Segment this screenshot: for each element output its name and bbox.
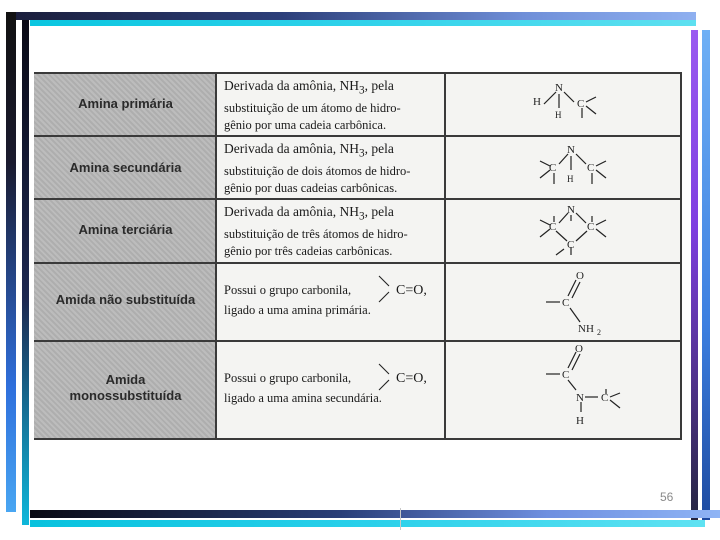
desc-line: Possui o grupo carbonila, — [224, 371, 352, 385]
atom-h: H — [576, 415, 584, 427]
desc-line: gênio por três cadeias carbônicas. — [224, 243, 393, 258]
atom-h: H — [555, 110, 562, 120]
atom-c: C — [587, 162, 595, 174]
atom-n: N — [567, 204, 575, 216]
subscript: 3 — [358, 210, 365, 223]
desc-line: substituição de três átomos de hidro- — [224, 226, 408, 241]
desc-line: ligado a uma amina secundária. — [224, 391, 382, 405]
description-primary-amine — [224, 77, 444, 134]
type-label-monosubstituted-amide — [34, 372, 217, 404]
type-label-line: monossubstituída — [69, 388, 182, 403]
amine-nh: NH — [578, 323, 594, 335]
atom-c: C — [562, 297, 570, 309]
desc-line: Derivada da amônia, NH — [224, 141, 359, 156]
desc-line: substituição de um átomo de hidro- — [224, 100, 401, 115]
desc-line: Derivada da amônia, NH — [224, 204, 359, 219]
row-divider — [34, 135, 682, 137]
desc-line: , pela — [364, 78, 394, 93]
structure-primary-amine — [446, 74, 682, 134]
carbonyl-bonds — [377, 274, 395, 304]
frame-bar-top — [6, 12, 696, 20]
description-secondary-amine — [224, 140, 444, 197]
atom-h: H — [567, 174, 574, 184]
structure-unsubstituted-amide — [446, 266, 682, 340]
subscript: 3 — [358, 84, 365, 97]
row-divider — [34, 198, 682, 200]
carbonyl-group: C=O, — [396, 283, 427, 298]
row-divider — [34, 340, 682, 342]
carbonyl-group: C=O, — [396, 371, 427, 386]
frame-bar-right-accent — [702, 30, 710, 520]
desc-line: gênio por duas cadeias carbônicas. — [224, 180, 398, 195]
desc-line: , pela — [364, 204, 394, 219]
row-divider — [34, 262, 682, 264]
carbonyl-bonds — [377, 362, 395, 392]
structure-secondary-amine — [446, 138, 682, 198]
atom-o: O — [575, 344, 583, 355]
description-monosubstituted-amide — [224, 370, 444, 407]
frame-bar-top-accent — [30, 20, 696, 26]
desc-line: Derivada da amônia, NH — [224, 78, 359, 93]
desc-line: substituição de dois átomos de hidro- — [224, 163, 411, 178]
subscript: 3 — [358, 147, 365, 160]
structure-monosubstituted-amide — [446, 344, 682, 436]
atom-c: C — [601, 392, 609, 404]
atom-c: C — [567, 239, 575, 251]
desc-line: ligado a uma amina primária. — [224, 303, 371, 317]
atom-c: C — [587, 221, 595, 233]
frame-bar-left — [6, 12, 16, 512]
atom-n: N — [555, 82, 563, 94]
atom-o: O — [576, 270, 584, 282]
subscript: 2 — [597, 328, 601, 337]
atom-n: N — [576, 392, 584, 404]
table-border-bottom — [34, 438, 682, 440]
type-label-tertiary-amine: Amina terciária — [78, 222, 173, 237]
type-label-unsubstituted-amide: Amida não substituída — [55, 292, 196, 307]
type-label-secondary-amine: Amina secundária — [69, 160, 182, 175]
amine-amide-table — [34, 72, 682, 440]
frame-bar-right — [691, 30, 698, 520]
type-label-line: Amida — [105, 372, 146, 387]
structure-tertiary-amine — [446, 201, 682, 261]
desc-line: , pela — [364, 141, 394, 156]
atom-c: C — [549, 221, 557, 233]
frame-bar-bottom-accent — [30, 520, 705, 527]
atom-n: N — [567, 144, 575, 156]
frame-bar-bottom — [30, 510, 720, 518]
atom-c: C — [549, 162, 557, 174]
desc-line: gênio por uma cadeia carbônica. — [224, 117, 387, 132]
page-number: 56 — [660, 490, 674, 504]
desc-line: Possui o grupo carbonila, — [224, 283, 352, 297]
atom-c: C — [562, 369, 570, 381]
frame-bar-left-accent — [22, 20, 29, 525]
description-unsubstituted-amide — [224, 282, 444, 319]
atom-c: C — [577, 98, 585, 110]
atom-h: H — [533, 96, 541, 108]
type-label-primary-amine: Amina primária — [78, 96, 173, 111]
description-tertiary-amine — [224, 203, 444, 260]
footer-divider — [400, 508, 401, 530]
